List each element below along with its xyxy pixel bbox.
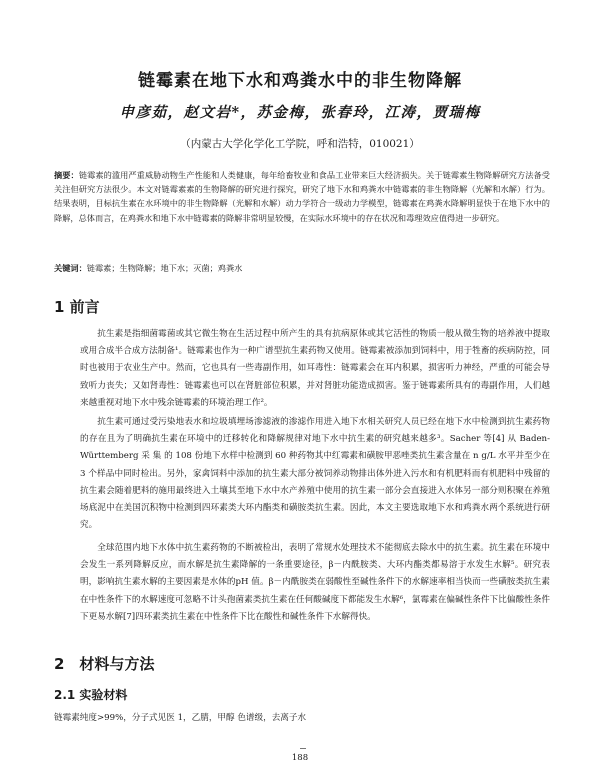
intro-paragraph-3 [80, 540, 550, 626]
abstract [54, 168, 550, 225]
materials-text: 链霉素纯度>99%，分子式见医 1，乙腈，甲醇 色谱级，去离子水 [54, 713, 307, 723]
keywords-label: 关键词： [54, 263, 87, 273]
paragraph-text: 全球范围内地下水体中抗生素药物的不断被检出，表明了常规水处理技术不能彻底去除水中的抗生素。抗生素在环境中会发生一系列降解反应，而水解是抗生素降解的一条重要途径，β－内酰胺类、大环内酯类都易溶于水发生水解⁵。研究表明，影响抗生素水解的主要因素是水体的pH 值。β－内酰胺类在弱酸性至碱性条件下的水解速率相当快而一些磺胺类抗生素在中性条件下的水解速度可忽略不计头孢菌素类抗生素在任何酸碱度下都能发生水解⁶，氯霉素在偏碱性条件下比偏酸性条件下更易水解[7]四环素类抗生素在中性条件下比在酸性和碱性条件下水解得快。 [80, 543, 550, 622]
section-heading-methods: 2 材料与方法 [54, 655, 155, 673]
abstract-text: 链霉素的滥用严重威胁动物生产性能和人类健康，每年给畜牧业和食品工业带来巨大经济损失。关于链霉素生物降解研究方法备受关注但研究方法很少。本文对链霉素素的生物降解的研究进行探究，研究了地下水和鸡粪水中链霉素的非生物降解（光解和水解）行为。结果表明，目标抗生素在水环境中的非生物降解（光解和水解）动力学符合一级动力学模型，链霉素在鸡粪水降解明显快于在地下水中的降解，总体而言，在鸡粪水和地下水中链霉素的降解非常明显较慢，在实际水环境中的存在状况和毒理效应值得进一步研究。 [54, 170, 550, 223]
affiliation: （内蒙古大学化学化工学院，呼和浩特，010021） [180, 138, 420, 150]
intro-paragraph-1 [80, 326, 550, 412]
keywords [54, 263, 550, 274]
section-heading-intro: 1 前言 [54, 298, 100, 316]
paragraph-text: 抗生素是指细菌霉菌或其它微生物在生活过程中所产生的具有抗病原体或其它活性的物质一般从微生物的培养液中提取或用合成半合成方法制备¹。链霉素也作为一种广谱型抗生素药物又使用。链霉素被添加到饲料中，用于牲畜的疾病防控，同时也被用于农业生产中。然而，它也具有一些毒副作用，如耳毒性：链霉素会在耳内积累，损害听力神经，严重的可能会导致听力丧失；又如肾毒性：链霉素也可以在肾脏部位积累，并对肾脏功能造成损害。鉴于链霉素所具有的毒副作用，人们越来越重视对地下水中残余链霉素的环境治理工作²。 [80, 329, 550, 408]
author-list: 申彦茹，赵文岩*，苏金梅，张春玲，江涛，贾瑞梅 [119, 104, 481, 121]
paragraph-text: 抗生素可通过受污染地表水和垃圾填埋场渗滤液的渗滤作用进入地下水相关研究人员已经在地下水中检测到抗生素药物的存在且为了明确抗生素在环境中的迁移转化和降解规律对地下水中抗生素的研究越来越多³。Sacher 等[4] 从 Baden-Württemberg 采 集 的 108 份地下水样中检测到 60 种药物其中红霉素和磺胺甲恶唑类抗生素含量在 n g/L 水平并至少在 3 个样品中同时检出。另外，家禽饲料中添加的抗生素大部分被饲养动物排出体外进入污水和有机肥料而有机肥料中残留的抗生素会随着肥料的施用最终进入土壤其至地下水中水产养殖中使用的抗生素一部分会直接进入水体另一部分则积聚在养殖场底泥中在美国沉积物中检测到四环素类大环内酯类和磺胺类抗生素。因此，本文主要选取地下水和鸡粪水两个系统进行研究。 [80, 417, 550, 531]
paper-title: 链霉素在地下水和鸡粪水中的非生物降解 [138, 71, 462, 91]
abstract-label: 摘要： [54, 170, 79, 180]
subsection-heading-materials: 2.1 实验材料 [54, 688, 128, 702]
footer-rule [300, 748, 306, 749]
intro-paragraph-2 [80, 414, 550, 534]
page-number: 188 [291, 753, 309, 763]
keywords-text: 链霉素；生物降解；地下水；灭菌；鸡粪水 [86, 263, 243, 273]
